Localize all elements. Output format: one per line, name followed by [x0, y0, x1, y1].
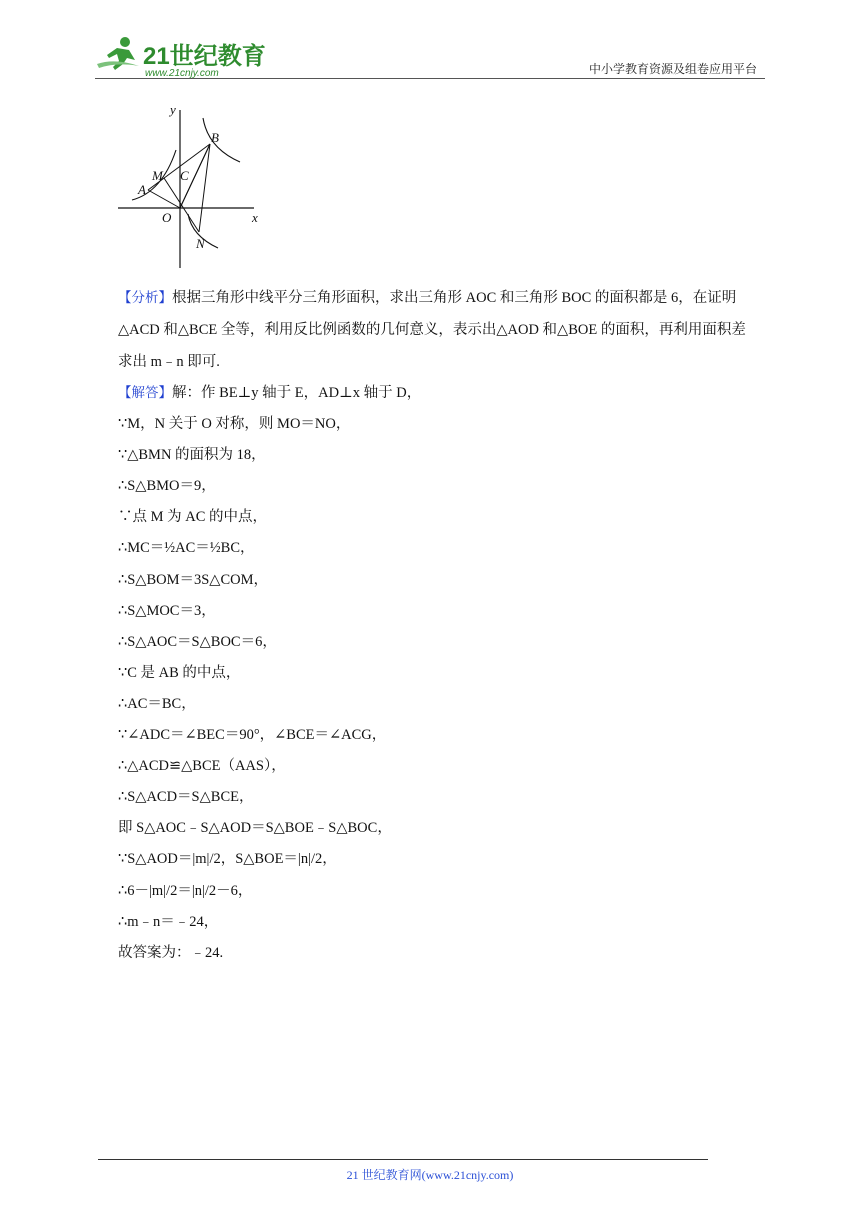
- logo: [95, 34, 270, 78]
- footer-divider: [98, 1159, 708, 1160]
- solution-content: [118, 282, 758, 969]
- solution-line: ∴S△MOC＝3，: [118, 602, 216, 619]
- solution-line: ∴△ACD≌△BCE（AAS），: [118, 758, 286, 775]
- solution-line: ∵M，N 关于 O 对称，则 MO＝NO，: [118, 416, 351, 433]
- solution-intro-text: 解：作 BE⊥y 轴于 E，AD⊥x 轴于 D，: [172, 385, 422, 401]
- solution-line: ∴S△ACD＝S△BCE，: [118, 789, 254, 806]
- logo-url: www.21cnjy.com: [145, 68, 219, 78]
- solution-line: ∴MC＝½AC＝½BC，: [118, 540, 255, 557]
- site-name: 中小学教育资源及组卷应用平台: [588, 62, 757, 76]
- solution-line: ∵△BMN 的面积为 18，: [118, 447, 266, 464]
- label-A: A: [138, 182, 146, 197]
- label-O: O: [162, 210, 172, 225]
- solution-line: 故答案为：﹣24.: [118, 944, 224, 961]
- page-footer: 21 世纪教育网(www.21cnjy.com): [346, 1168, 514, 1182]
- label-x: x: [252, 210, 258, 225]
- label-M: M: [152, 168, 163, 183]
- label-B: B: [211, 130, 219, 145]
- logo-text: 21世纪教育: [143, 43, 266, 70]
- page-header: [95, 30, 765, 78]
- segment-NB: [199, 144, 210, 232]
- solution-line: ∴m﹣n＝﹣24，: [118, 913, 219, 930]
- analysis-paragraph: [118, 282, 758, 378]
- solution-line: ∵C 是 AB 的中点，: [118, 664, 241, 681]
- label-N: N: [196, 236, 205, 251]
- solution-line: ∴S△BMO＝9，: [118, 478, 216, 495]
- segment-AO: [148, 190, 180, 208]
- solution-intro: [118, 378, 758, 409]
- runner-icon: [97, 37, 139, 70]
- solution-line: ∴S△BOM＝3S△COM，: [118, 571, 268, 588]
- analysis-tag: 【分析】: [118, 290, 172, 306]
- coordinate-figure: [114, 100, 274, 270]
- solution-line: ∵点 M 为 AC 的中点，: [118, 509, 268, 526]
- solution-line: ∵S△AOD＝|m|/2，S△BOE＝|n|/2，: [118, 851, 337, 868]
- solution-line: ∵∠ADC＝∠BEC＝90°，∠BCE＝∠ACG，: [118, 727, 387, 744]
- segment-AB: [148, 144, 210, 190]
- label-y: y: [170, 102, 176, 117]
- solution-line: ∴AC＝BC，: [118, 695, 196, 712]
- solution-line: ∴6－|m|/2＝|n|/2－6，: [118, 882, 253, 899]
- label-C: C: [180, 168, 189, 183]
- header-divider: [95, 78, 765, 79]
- solution-line: 即 S△AOC﹣S△AOD＝S△BOE﹣S△BOC，: [118, 820, 392, 837]
- solution-line: ∴S△AOC＝S△BOC＝6，: [118, 633, 277, 650]
- solution-tag: 【解答】: [118, 385, 172, 401]
- analysis-text: 根据三角形中线平分三角形面积，求出三角形 AOC 和三角形 BOC 的面积都是 6，在证明△ACD 和△BCE 全等，利用反比例函数的几何意义，表示出△AOD 和△BOE 的面积，再利用面积差求出 m﹣n 即可.: [118, 290, 746, 370]
